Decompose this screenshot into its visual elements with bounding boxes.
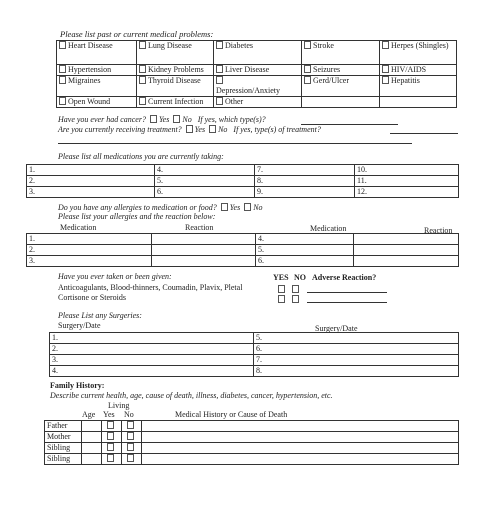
surgery-date-header: Surgery/Date xyxy=(315,324,358,333)
checkbox-icon[interactable] xyxy=(59,41,66,49)
medication-cell[interactable]: 6. xyxy=(155,187,255,198)
checkbox-icon[interactable] xyxy=(209,125,216,133)
checkbox-icon[interactable] xyxy=(139,97,146,105)
medication-cell[interactable]: 10. xyxy=(355,165,459,176)
checkbox-icon[interactable] xyxy=(59,76,66,84)
checkbox-icon[interactable] xyxy=(304,76,311,84)
family-age-cell[interactable] xyxy=(82,443,102,454)
family-no-header: No xyxy=(124,410,134,419)
family-living-header: Living xyxy=(108,401,130,410)
allergy-reaction-header: Reaction xyxy=(424,226,453,235)
checkbox-icon[interactable] xyxy=(292,295,299,303)
problem-cell[interactable]: Diabetes xyxy=(214,41,302,65)
allergy-cell[interactable] xyxy=(354,245,459,256)
checkbox-icon[interactable] xyxy=(107,454,114,462)
allergy-cell[interactable] xyxy=(354,256,459,267)
taken-question: Have you ever taken or been given: xyxy=(58,272,172,281)
family-member: Father xyxy=(45,421,82,432)
problem-cell[interactable]: HIV/AIDS xyxy=(380,65,457,76)
family-no-cell[interactable] xyxy=(122,454,142,465)
medications-heading: Please list all medications you are currently taking: xyxy=(58,152,224,161)
taken-anticoagulants: Anticoagulants, Blood-thinners, Coumadin, Plavix, Pletal xyxy=(58,283,243,292)
surgery-cell[interactable]: 2. xyxy=(50,344,254,355)
allergy-cell[interactable] xyxy=(354,234,459,245)
problem-cell[interactable]: Seizures xyxy=(302,65,380,76)
allergy-cell[interactable]: 5. xyxy=(256,245,354,256)
allergy-cell[interactable]: 1. xyxy=(27,234,152,245)
surgery-cell[interactable]: 7. xyxy=(254,355,459,366)
checkbox-icon[interactable] xyxy=(150,115,157,123)
family-describe: Describe current health, age, cause of death, illness, diabetes, cancer, hypertension, etc. xyxy=(50,391,333,400)
problem-cell[interactable]: Gerd/Ulcer xyxy=(302,76,380,97)
problem-cell[interactable]: Migraines xyxy=(57,76,137,97)
problem-cell[interactable]: Current Infection xyxy=(137,97,214,108)
treatment-question: Are you currently receiving treatment? Yes No If yes, type(s) of treatment? xyxy=(58,125,321,134)
checkbox-icon[interactable] xyxy=(216,41,223,49)
surgery-cell[interactable]: 1. xyxy=(50,333,254,344)
family-age-header: Age xyxy=(82,410,96,419)
checkbox-icon[interactable] xyxy=(221,203,228,211)
checkbox-icon[interactable] xyxy=(278,285,285,293)
checkbox-icon[interactable] xyxy=(59,65,66,73)
medication-cell[interactable]: 9. xyxy=(255,187,355,198)
medication-cell[interactable]: 7. xyxy=(255,165,355,176)
medication-cell[interactable]: 8. xyxy=(255,176,355,187)
family-history-cell[interactable] xyxy=(142,421,459,432)
treatment-type-line[interactable] xyxy=(390,133,458,134)
family-yes-header: Yes xyxy=(103,410,115,419)
problem-cell[interactable]: Open Wound xyxy=(57,97,137,108)
taken-no-header: NO xyxy=(294,273,306,282)
family-member: Mother xyxy=(45,432,82,443)
medications-table xyxy=(26,164,459,198)
adverse-reaction-line[interactable] xyxy=(307,292,387,293)
taken-steroids: Cortisone or Steroids xyxy=(58,293,126,302)
problems-table xyxy=(56,40,457,108)
treatment-extra-line[interactable] xyxy=(58,143,412,144)
checkbox-icon[interactable] xyxy=(139,65,146,73)
problem-cell-empty xyxy=(380,97,457,108)
problem-cell[interactable]: Thyroid Disease xyxy=(137,76,214,97)
checkbox-icon[interactable] xyxy=(107,432,114,440)
checkbox-icon[interactable] xyxy=(382,76,389,84)
checkbox-icon[interactable] xyxy=(139,41,146,49)
medication-cell[interactable]: 3. xyxy=(27,187,155,198)
family-yes-cell[interactable] xyxy=(102,443,122,454)
surgery-cell[interactable]: 5. xyxy=(254,333,459,344)
taken-yes-header: YES xyxy=(273,273,289,282)
allergies-question: Do you have any allergies to medication or food? Yes No xyxy=(58,203,263,212)
family-no-cell[interactable] xyxy=(122,443,142,454)
surgery-date-header: Surgery/Date xyxy=(58,321,101,330)
family-no-cell[interactable] xyxy=(122,432,142,443)
checkbox-icon[interactable] xyxy=(127,443,134,451)
family-yes-cell[interactable] xyxy=(102,432,122,443)
medication-cell[interactable]: 1. xyxy=(27,165,155,176)
checkbox-icon[interactable] xyxy=(107,443,114,451)
allergy-medication-header: Medication xyxy=(60,223,97,232)
surgeries-heading: Please List any Surgeries: xyxy=(58,311,142,320)
checkbox-icon[interactable] xyxy=(59,97,66,105)
checkbox-icon[interactable] xyxy=(244,203,251,211)
problem-cell[interactable]: Hypertension xyxy=(57,65,137,76)
checkbox-icon[interactable] xyxy=(127,454,134,462)
medication-cell[interactable]: 5. xyxy=(155,176,255,187)
surgery-cell[interactable]: 6. xyxy=(254,344,459,355)
family-age-cell[interactable] xyxy=(82,421,102,432)
family-age-cell[interactable] xyxy=(82,454,102,465)
medication-cell[interactable]: 4. xyxy=(155,165,255,176)
checkbox-icon[interactable] xyxy=(127,421,134,429)
problems-heading: Please list past or current medical problems: xyxy=(60,29,214,39)
medication-cell[interactable]: 2. xyxy=(27,176,155,187)
checkbox-icon[interactable] xyxy=(382,41,389,49)
allergy-cell[interactable]: 2. xyxy=(27,245,152,256)
allergy-cell[interactable]: 6. xyxy=(256,256,354,267)
problem-cell[interactable]: Liver Disease xyxy=(214,65,302,76)
checkbox-icon[interactable] xyxy=(107,421,114,429)
family-age-cell[interactable] xyxy=(82,432,102,443)
family-history-header: Medical History or Cause of Death xyxy=(175,410,288,419)
allergy-cell[interactable] xyxy=(152,234,256,245)
checkbox-icon[interactable] xyxy=(173,115,180,123)
problem-cell[interactable]: Lung Disease xyxy=(137,41,214,65)
problem-cell[interactable]: Hepatitis xyxy=(380,76,457,97)
surgery-cell[interactable]: 3. xyxy=(50,355,254,366)
problem-cell-empty xyxy=(302,97,380,108)
adverse-reaction-line[interactable] xyxy=(307,302,387,303)
checkbox-icon[interactable] xyxy=(216,65,223,73)
allergy-medication-header: Medication xyxy=(310,224,347,233)
surgeries-table xyxy=(49,332,459,377)
checkbox-icon[interactable] xyxy=(382,65,389,73)
family-member: Sibling xyxy=(45,443,82,454)
family-table xyxy=(44,420,459,465)
checkbox-icon[interactable] xyxy=(292,285,299,293)
checkbox-icon[interactable] xyxy=(127,432,134,440)
allergy-cell[interactable]: 4. xyxy=(256,234,354,245)
problem-cell[interactable]: Kidney Problems xyxy=(137,65,214,76)
checkbox-icon[interactable] xyxy=(304,41,311,49)
family-heading: Family History: xyxy=(50,381,105,390)
family-no-cell[interactable] xyxy=(122,421,142,432)
checkbox-icon[interactable] xyxy=(216,97,223,105)
taken-reaction-header: Adverse Reaction? xyxy=(312,273,377,282)
surgery-cell[interactable]: 4. xyxy=(50,366,254,377)
problem-cell[interactable]: Stroke xyxy=(302,41,380,65)
cancer-question: Have you ever had cancer? Yes No If yes, which type(s)? xyxy=(58,115,266,124)
surgery-cell[interactable]: 8. xyxy=(254,366,459,377)
allergy-reaction-header: Reaction xyxy=(185,223,214,232)
checkbox-icon[interactable] xyxy=(304,65,311,73)
allergies-instruction: Please list your allergies and the reaction below: xyxy=(58,212,216,221)
problem-cell[interactable]: Other xyxy=(214,97,302,108)
family-history-cell[interactable] xyxy=(142,443,459,454)
checkbox-icon[interactable] xyxy=(186,125,193,133)
checkbox-icon[interactable] xyxy=(139,76,146,84)
family-yes-cell[interactable] xyxy=(102,421,122,432)
problem-cell[interactable]: Depression/Anxiety xyxy=(214,76,302,97)
allergy-cell[interactable] xyxy=(152,245,256,256)
allergy-cell[interactable] xyxy=(152,256,256,267)
family-history-cell[interactable] xyxy=(142,454,459,465)
medication-cell[interactable]: 11. xyxy=(355,176,459,187)
checkbox-icon[interactable] xyxy=(216,76,223,84)
allergy-cell[interactable]: 3. xyxy=(27,256,152,267)
problem-cell[interactable]: Herpes (Shingles) xyxy=(380,41,457,65)
problem-cell[interactable]: Heart Disease xyxy=(57,41,137,65)
medication-cell[interactable]: 12. xyxy=(355,187,459,198)
family-yes-cell[interactable] xyxy=(102,454,122,465)
checkbox-icon[interactable] xyxy=(278,295,285,303)
family-member: Sibling xyxy=(45,454,82,465)
family-history-cell[interactable] xyxy=(142,432,459,443)
allergies-table xyxy=(26,233,459,267)
